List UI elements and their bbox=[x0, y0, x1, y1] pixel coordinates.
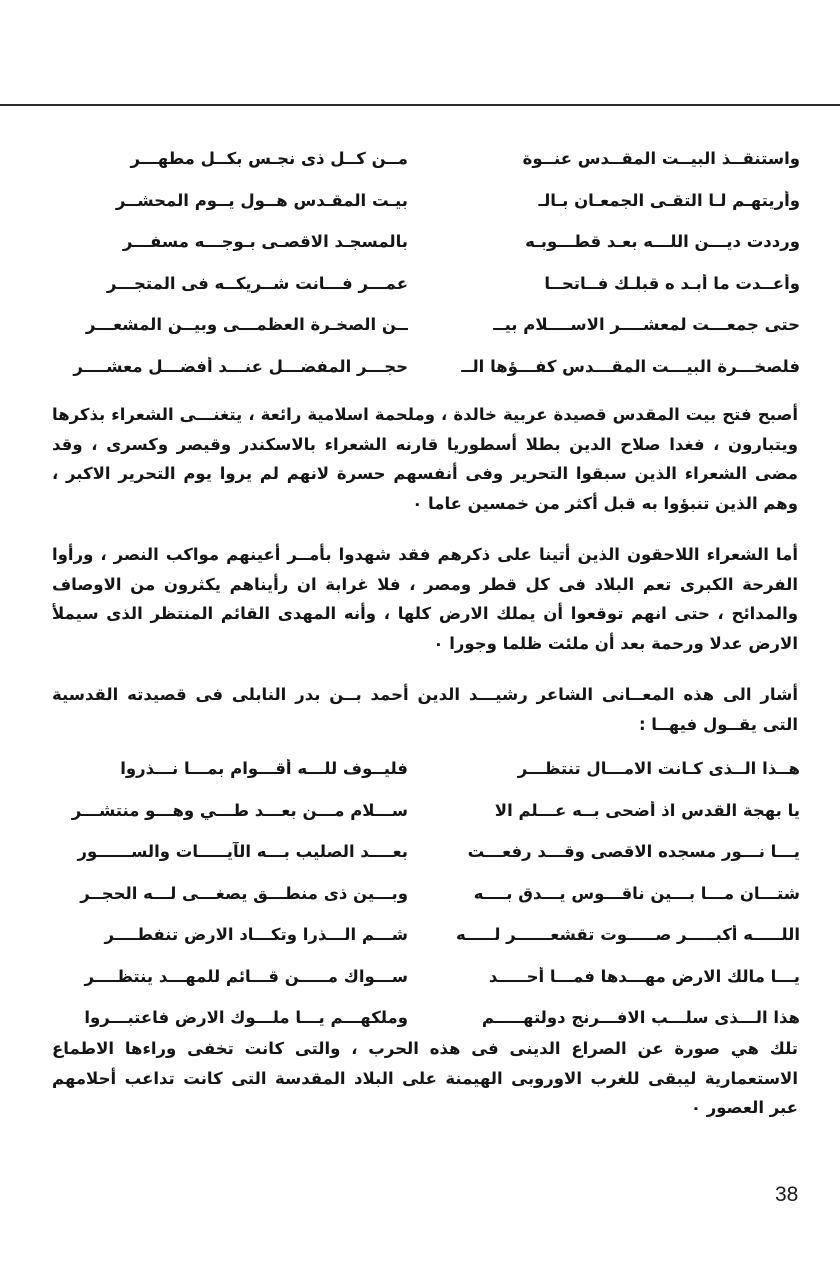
page-number: 38 bbox=[775, 1183, 799, 1206]
paragraph-2: أما الشعراء اللاحقون الذين أتينا على ذكرهم فقد شهدوا بأمــر أعينهم مواكب النصر ، ورأوا الفرحة الكبرى تعم البلاد فى كل قطر ومصر ، فلا غرابة ان رأيناهم يكثرون من الاوصاف والمدائح ، حتى انهم توقعوا أن يملك الارض كلها ، وأنه المهدى القائم المنتظر الذى سيملأ الارض عدلا ورحمة بعد أن ملئت ظلما وجورا ٠ bbox=[52, 545, 798, 653]
poem-verse bbox=[52, 790, 800, 832]
verse-second-hemistich: وملكهـــم يـــا ملـــوك الارض فاعتبـــروا bbox=[84, 1008, 408, 1028]
verse-second-hemistich: عمـــر فـــانت شــريكــه فى المتجـــر bbox=[106, 273, 408, 293]
paragraph-3: أشار الى هذه المعــانى الشاعر رشيـــد الدين أحمد بــن بدر النابلى فى قصيدته القدسية التى يقــول فيهــا : bbox=[52, 685, 798, 734]
poem-verse bbox=[52, 831, 800, 873]
poem-block-1 bbox=[52, 138, 800, 387]
paragraph-4: تلك هي صورة عن الصراع الدينى فى هذه الحرب ، والتى كانت تخفى وراءها الاطماع الاستعمارية ليبقى للغرب الاوروبى الهيمنة على البلاد المقدسة التى كانت تداعب أحلامهم عبر العصور ٠ bbox=[52, 1039, 798, 1117]
verse-first-hemistich: فلصخـــرة البيـــت المقـــدس كفـــؤها الــ bbox=[461, 356, 800, 376]
paragraph-1: أصبح فتح بيت المقدس قصيدة عربية خالدة ، وملحمة اسلامية رائعة ، يتغنـــى الشعراء بذكرها ويتبارون ، فغدا صلاح الدين بطلا أسطوريا قارنه الشعراء بالاسكندر وقيصر وكسرى ، وقد مضى الشعراء الذين سبقوا التحرير وفى أنفسهم حسرة لانهم لم يروا يوم التحرير الاكبر ، وهم الذين تنبؤوا به قبل أكثر من خمسين عاما ٠ bbox=[52, 405, 798, 513]
verse-first-hemistich: يا بهجة القدس اذ أضحى بــه عـــلم الا bbox=[494, 800, 800, 820]
poem-verse bbox=[52, 956, 800, 998]
verse-second-hemistich: بالمسجـد الاقصـى بـوجـــه مسفـــر bbox=[122, 232, 408, 252]
verse-first-hemistich: وأعــدت ما أبـد ه قبلـك فــاتحــا bbox=[544, 273, 800, 293]
poem-verse bbox=[52, 346, 800, 388]
verse-first-hemistich: اللـــــه أكبـــــر صـــــوت تقشعــــــر لـــــه bbox=[456, 925, 800, 945]
verse-second-hemistich: بعــــد الصليب بـــه الآيـــــات والســــــور bbox=[77, 842, 408, 862]
verse-first-hemistich: شتـــان مـــا بـــين ناقـــوس يـــدق بــــه bbox=[473, 883, 800, 903]
verse-first-hemistich: حتى جمعـــت لمعشــــر الاســــلام بيــ bbox=[493, 315, 800, 335]
verse-second-hemistich: وبـــين ذى منطـــق يصغـــى لـــه الحجــر bbox=[80, 883, 408, 903]
verse-second-hemistich: حجـــر المفضـــل عنـــد أفضـــل معشــــر bbox=[73, 356, 408, 376]
verse-second-hemistich: بيـت المقـدس هــول يــوم المحشــر bbox=[115, 190, 408, 210]
poem-verse bbox=[52, 873, 800, 915]
poem-block-2 bbox=[52, 748, 800, 1039]
verse-first-hemistich: ورددت ديـــن اللـــه بعـد قطـــوبـه bbox=[525, 232, 800, 252]
verse-second-hemistich: ســـلام مـــن بعـــد طـــي وهـــو منتشـــر bbox=[71, 800, 408, 820]
verse-second-hemistich: ســـواك مـــــن قـــائم للمهـــد ينتظــــر bbox=[84, 966, 408, 986]
verse-first-hemistich: وأريتهـم لـا التقـى الجمعـان بـالـ bbox=[538, 190, 800, 210]
verse-first-hemistich: هذا الـــذى سلـــب الافـــرنج دولتهـــــم bbox=[481, 1008, 800, 1028]
poem-verse bbox=[52, 221, 800, 263]
poem-verse bbox=[52, 748, 800, 790]
poem-verse bbox=[52, 304, 800, 346]
verse-first-hemistich: واستنقــذ البيــت المقــدس عنــوة bbox=[522, 149, 800, 169]
verse-second-hemistich: فليــوف للـــه أقـــوام بمـــا نـــذروا bbox=[120, 759, 408, 779]
verse-second-hemistich: مــن كــل ذى نجـس بكــل مطهـــر bbox=[130, 149, 408, 169]
header-rule bbox=[0, 104, 840, 106]
poem-verse bbox=[52, 914, 800, 956]
verse-second-hemistich: شـــم الـــذرا وتكـــاد الارض تنفطــــر bbox=[104, 925, 408, 945]
poem-verse bbox=[52, 263, 800, 305]
poem-verse bbox=[52, 180, 800, 222]
verse-first-hemistich: يـــا مالك الارض مهـــدها فمـــا أحـــــد bbox=[488, 966, 800, 986]
verse-second-hemistich: ــن الصخـرة العظمـــى وبيــن المشعـــر bbox=[85, 315, 408, 335]
poem-verse bbox=[52, 138, 800, 180]
poem-verse bbox=[52, 997, 800, 1039]
verse-first-hemistich: هــذا الــذى كـانت الامـــال تنتظـــر bbox=[517, 759, 800, 779]
verse-first-hemistich: يـــا نـــور مسجده الاقصى وقـــد رفعـــت bbox=[467, 842, 800, 862]
